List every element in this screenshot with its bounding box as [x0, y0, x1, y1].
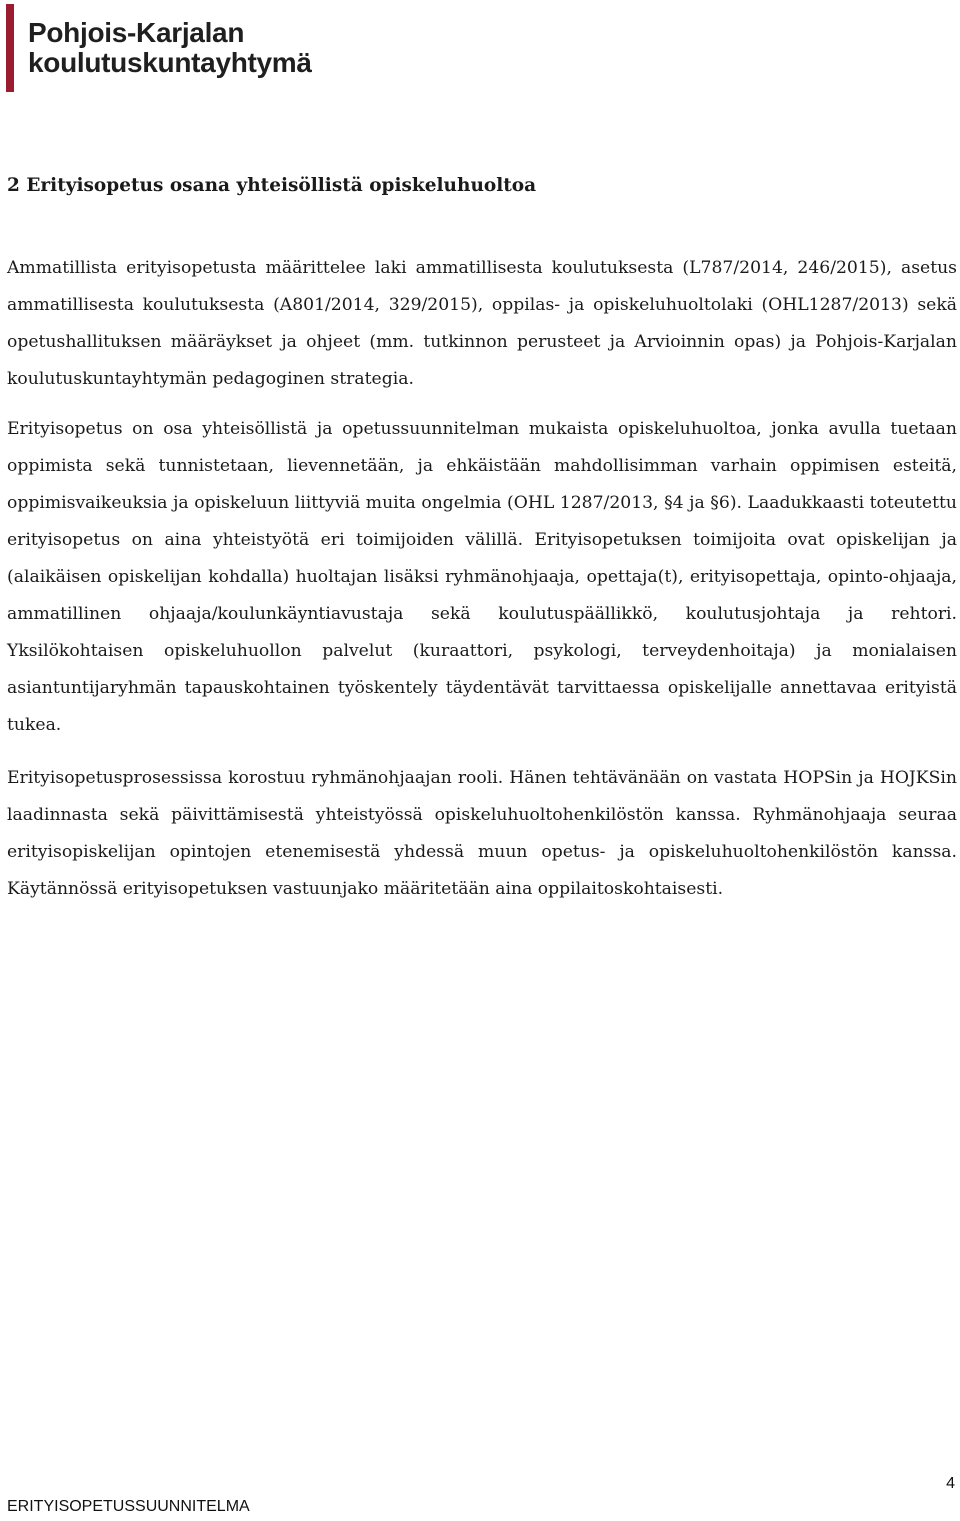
paragraph-special-education: Erityisopetus on osa yhteisöllistä ja opetussuunnitelman mukaista opiskeluhuoltoa, jonka avulla tuetaan oppimista sekä tunnistetaan, lievennetään, ja ehkäistään mahdollisimman varhain oppimisen esteitä, oppimisvaikeuksia ja opiskeluun liittyviä muita ongelmia (OHL 1287/2013, §4 ja §6). Laadukkaasti toteutettu erityisopetus on aina yhteistyötä eri toimijoiden välillä. Erityisopetuksen toimijoita ovat opiskelijan ja (alaikäisen opiskelijan kohdalla) huoltajan lisäksi ryhmänohjaaja, opettaja(t), erityisopettaja, opinto-ohjaaja, ammatillinen ohjaaja/koulunkäyntiavustaja sekä koulutuspäällikkö, koulutusjohtaja ja rehtori. Yksilökohtaisen opiskeluhuollon palvelut (kuraattori, psykologi, terveydenhoitaja) ja monialaisen asiantuntijaryhmän tapauskohtainen työskentely täydentävät tarvittaessa opiskelijalle annettavaa erityistä tukea. [7, 419, 957, 735]
logo-line-2: koulutuskuntayhtymä [28, 47, 312, 78]
logo-line-1: Pohjois-Karjalan [28, 17, 245, 48]
paragraph-group-supervisor: Erityisopetusprosessissa korostuu ryhmänohjaajan rooli. Hänen tehtävänään on vastata HOPSin ja HOJKSin laadinnasta sekä päivittämisestä yhteistyössä opiskeluhuoltohenkilöstön kanssa. Ryhmänohjaaja seuraa erityisopiskelijan opintojen etenemisestä yhdessä muun opetus- ja opiskeluhuoltohenkilöstön kanssa. Käytännössä erityisopetuksen vastuunjako määritetään aina oppilaitoskohtaisesti. [7, 768, 957, 899]
page-number: 4 [946, 1475, 955, 1492]
paragraph-legal-basis: Ammatillista erityisopetusta määrittelee laki ammatillisesta koulutuksesta (L787/2014, 246/2015), asetus ammatillisesta koulutuksesta (A801/2014, 329/2015), oppilas- ja opiskeluhuoltolaki (OHL1287/2013) sekä opetushallituksen määräykset ja ohjeet (mm. tutkinnon perusteet ja Arvioinnin opas) ja Pohjois-Karjalan koulutuskuntayhtymän pedagoginen strategia. [7, 258, 957, 389]
section-heading: 2 Erityisopetus osana yhteisöllistä opiskeluhuoltoa [7, 175, 537, 196]
footer-document-title: ERITYISOPETUSSUUNNITELMA [7, 1498, 250, 1515]
body-text [7, 250, 957, 908]
logo-accent-bar [6, 4, 14, 92]
organization-logo [6, 4, 312, 92]
logo-wordmark [28, 4, 312, 92]
